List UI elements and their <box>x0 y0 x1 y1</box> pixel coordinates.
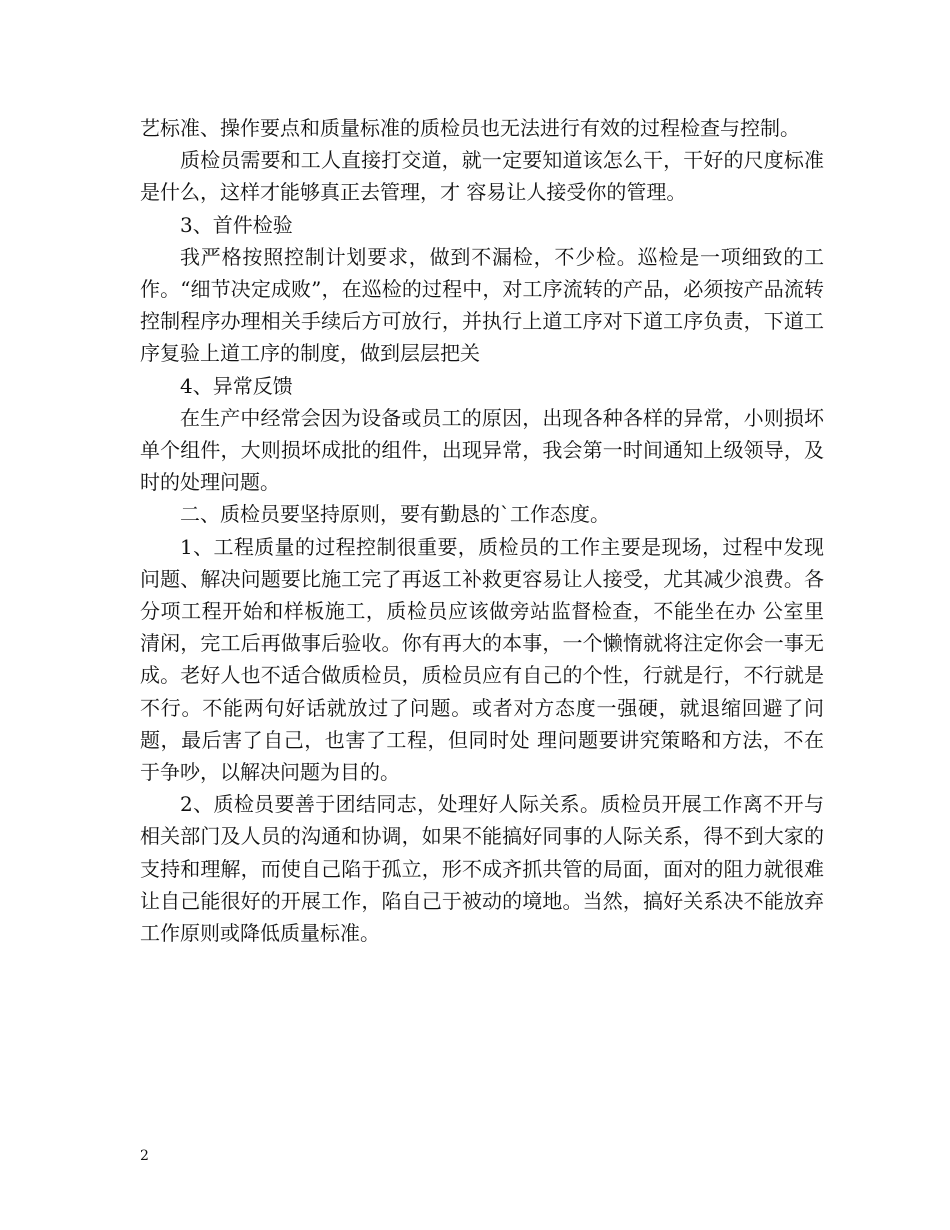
paragraph-continuation: 艺标准、操作要点和质量标准的质检员也无法进行有效的过程检查与控制。 <box>140 116 800 140</box>
section-heading-abnormal-feedback: 4、异常反馈 <box>180 373 293 398</box>
paragraph-process-control: 1、工程质量的过程控制很重要，质检员的工作主要是现场，过程中发现问题、解决问题要比施工完了再返工补救更容易让人接受，尤其减少浪费。各分项工程开始和样板施工，质检员应该做旁站监督检查，不能坐在办 公室里清闲，完工后再做事后验收。你有再大的本事，一个懒惰就将注定你会一事无成。老好人也不适合做质检员，质检员应有自己的个性，行就是行，不行就是不行。不能两句好话就放过了问题。或者对方态度一强硬，就退缩回避了问题，最后害了自己，也害了工程，但同时处 理问题要讲究策略和方法，不在于争吵，以解决问题为目的。 <box>140 534 824 785</box>
paragraph-abnormal-handling: 在生产中经常会因为设备或员工的原因，出现各种各样的异常，小则损坏单个组件，大则损坏成批的组件，出现异常，我会第一时间通知上级领导，及时的处理问题。 <box>140 405 824 495</box>
section-heading-principles: 二、质检员要坚持原则，要有勤恳的`工作态度。 <box>180 502 610 527</box>
paragraph-inspector-standards: 质检员需要和工人直接打交道，就一定要知道该怎么干，干好的尺度标准是什么，这样才能够真正去管理，才 容易让人接受你的管理。 <box>140 148 824 205</box>
paragraph-interpersonal-relations: 2、质检员要善于团结同志，处理好人际关系。质检员开展工作离不开与相关部门及人员的沟通和协调，如果不能搞好同事的人际关系，得不到大家的支持和理解，而使自己陷于孤立，形不成齐抓共管的局面，面对的阻力就很难让自己能很好的开展工作，陷自己于被动的境地。当然，搞好关系决不能放弃工作原则或降低质量标准。 <box>140 792 824 946</box>
section-heading-first-article-inspection: 3、首件检验 <box>180 212 293 237</box>
document-body <box>140 112 824 949</box>
paragraph-patrol-inspection: 我严格按照控制计划要求，做到不漏检，不少检。巡检是一项细致的工作。“细节决定成败”，在巡检的过程中，对工序流转的产品，必须按产品流转控制程序办理相关手续后方可放行，并执行上道工序对下道工序负责，下道工序复验上道工序的制度，做到层层把关 <box>140 244 824 366</box>
page-number: 2 <box>140 1148 149 1164</box>
